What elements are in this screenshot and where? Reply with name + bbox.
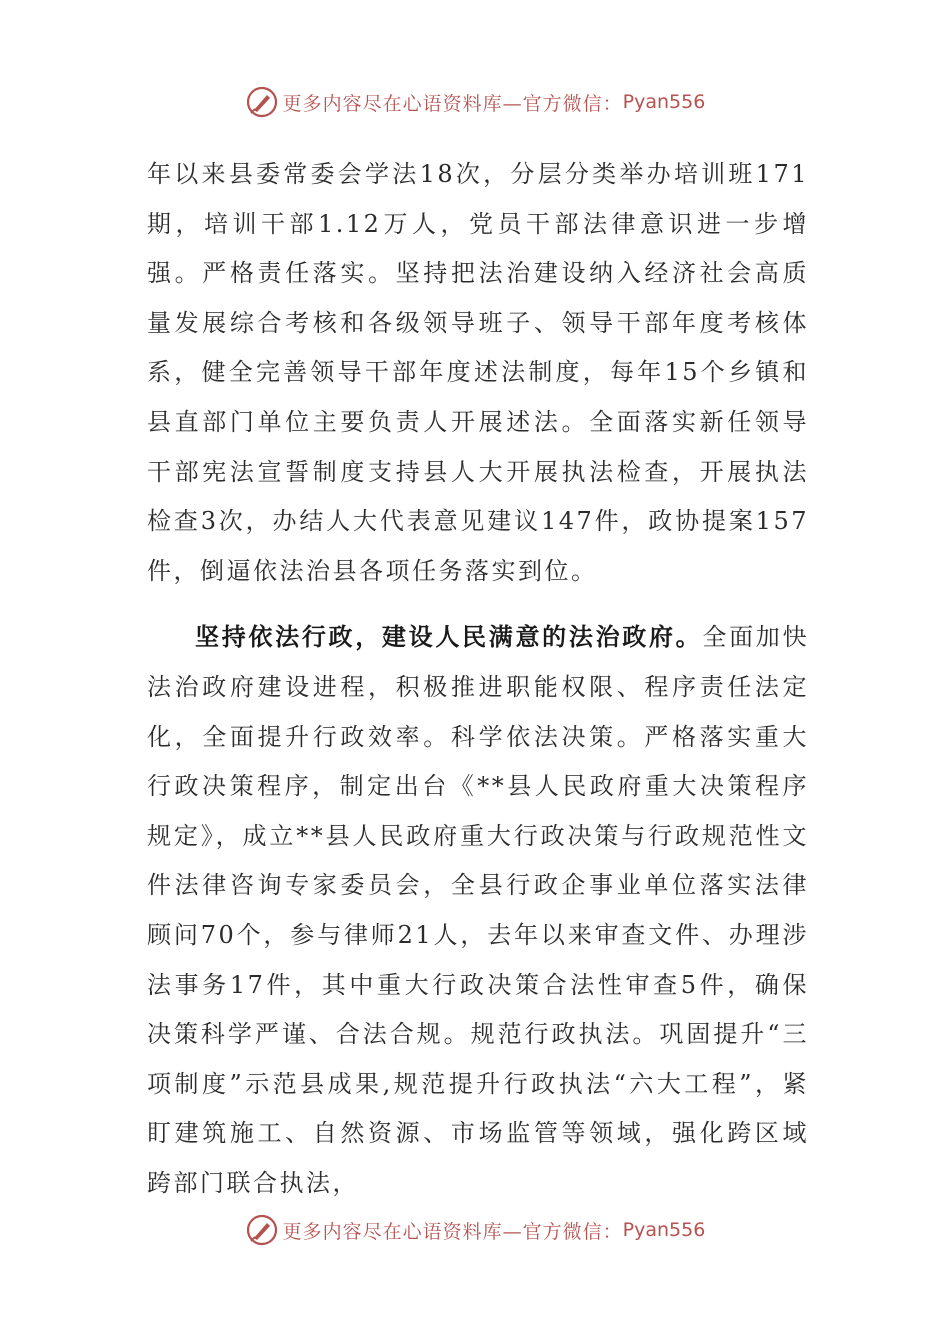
- paragraph-2-text: 全面加快法治政府建设进程，积极推进职能权限、程序责任法定化，全面提升行政效率。科学依法决策。严格落实重大行政决策程序，制定出台《**县人民政府重大决策程序规定》，成立**县人民政府重大行政决策与行政规范性文件法律咨询专家委员会，全县行政企事业单位落实法律顾问70个，参与律师21人，去年以来审查文件、办理涉法事务17件，其中重大行政决策合法性审查5件，确保决策科学严谨、合法合规。规范行政执法。巩固提升“三项制度”示范县成果,规范提升行政执法“六大工程”，紧盯建筑施工、自然资源、市场监管等领域，强化跨区域跨部门联合执法，: [147, 623, 810, 1197]
- document-body: [147, 150, 809, 1208]
- paragraph-2-heading: 坚持依法行政，建设人民满意的法治政府。: [195, 622, 703, 652]
- header-wechat-id: Pyan556: [622, 91, 706, 113]
- footer-banner-text: 更多内容尽在心语资料库—官方微信：: [282, 1220, 623, 1243]
- header-watermark-banner: [0, 82, 950, 122]
- header-banner-text: 更多内容尽在心语资料库—官方微信：: [282, 92, 623, 115]
- pen-logo-icon: [245, 1213, 279, 1247]
- paragraph-1: 年以来县委常委会学法18次，分层分类举办培训班171期，培训干部1.12万人，党员干部法律意识进一步增强。严格责任落实。坚持把法治建设纳入经济社会高质量发展综合考核和各级领导班子、领导干部年度考核体系，健全完善领导干部年度述法制度，每年15个乡镇和县直部门单位主要负责人开展述法。全面落实新任领导干部宪法宣誓制度支持县人大开展执法检查，开展执法检查3次，办结人大代表意见建议147件，政协提案157件，倒逼依法治县各项任务落实到位。: [147, 160, 809, 585]
- pen-logo-icon: [245, 85, 279, 119]
- paragraph-2: [147, 612, 809, 1208]
- footer-wechat-id: Pyan556: [622, 1219, 706, 1241]
- footer-watermark-banner: [0, 1210, 950, 1250]
